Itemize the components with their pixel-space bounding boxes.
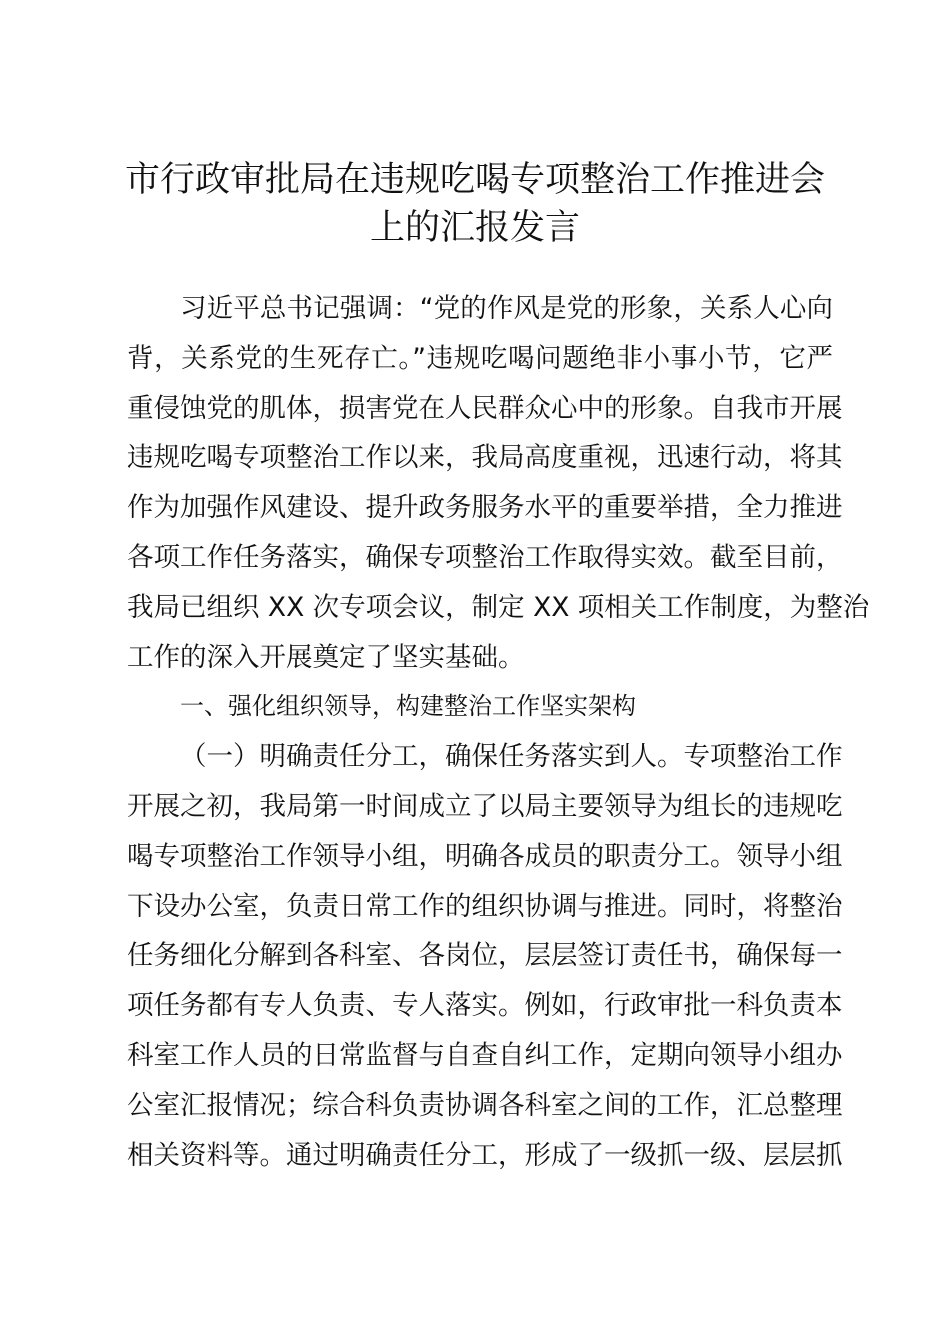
section-paragraph bbox=[127, 732, 843, 1180]
paragraph-line: 开展之初，我局第一时间成立了以局主要领导为组长的违规吃 bbox=[127, 790, 843, 822]
paragraph-line: 背，关系党的生死存亡。”违规吃喝问题绝非小事小节，它严 bbox=[127, 342, 833, 374]
paragraph-line: 工作的深入开展奠定了坚实基础。 bbox=[127, 641, 525, 673]
document-body bbox=[127, 284, 870, 1180]
paragraph-line: 公室汇报情况；综合科负责协调各科室之间的工作，汇总整理 bbox=[127, 1089, 843, 1121]
document-title bbox=[110, 156, 840, 252]
paragraph-line: 科室工作人员的日常监督与自查自纠工作，定期向领导小组办 bbox=[127, 1039, 843, 1071]
title-line-1: 市行政审批局在违规吃喝专项整治工作推进会 bbox=[124, 160, 825, 200]
paragraph-line: 作为加强作风建设、提升政务服务水平的重要举措，全力推进 bbox=[127, 492, 843, 524]
paragraph-line: 违规吃喝专项整治工作以来，我局高度重视，迅速行动，将其 bbox=[127, 442, 843, 474]
paragraph-line: 项任务都有专人负责、专人落实。例如，行政审批一科负责本 bbox=[127, 990, 843, 1022]
paragraph-line: 习近平总书记强调：“党的作风是党的形象，关系人心向 bbox=[180, 293, 833, 324]
paragraph-line: 任务细化分解到各科室、各岗位，层层签订责任书，确保每一 bbox=[127, 940, 843, 972]
paragraph-line: 相关资料等。通过明确责任分工，形成了一级抓一级、层层抓 bbox=[127, 1139, 843, 1171]
paragraph-line: 重侵蚀党的肌体，损害党在人民群众心中的形象。自我市开展 bbox=[127, 392, 843, 424]
paragraph-line: 下设办公室，负责日常工作的组织协调与推进。同时，将整治 bbox=[127, 890, 843, 922]
paragraph-line: （一）明确责任分工，确保任务落实到人。专项整治工作 bbox=[180, 741, 843, 773]
title-line-2: 上的汇报发言 bbox=[369, 208, 580, 248]
paragraph-line: 喝专项整治工作领导小组，明确各成员的职责分工。领导小组 bbox=[127, 840, 843, 872]
intro-paragraph bbox=[127, 284, 870, 682]
paragraph-line: 我局已组织 XX 次专项会议，制定 XX 项相关工作制度，为整治 bbox=[127, 591, 870, 623]
section-heading: 一、强化组织领导，构建整治工作坚实架构 bbox=[180, 692, 636, 721]
paragraph-line: 各项工作任务落实，确保专项整治工作取得实效。截至目前， bbox=[127, 541, 843, 573]
